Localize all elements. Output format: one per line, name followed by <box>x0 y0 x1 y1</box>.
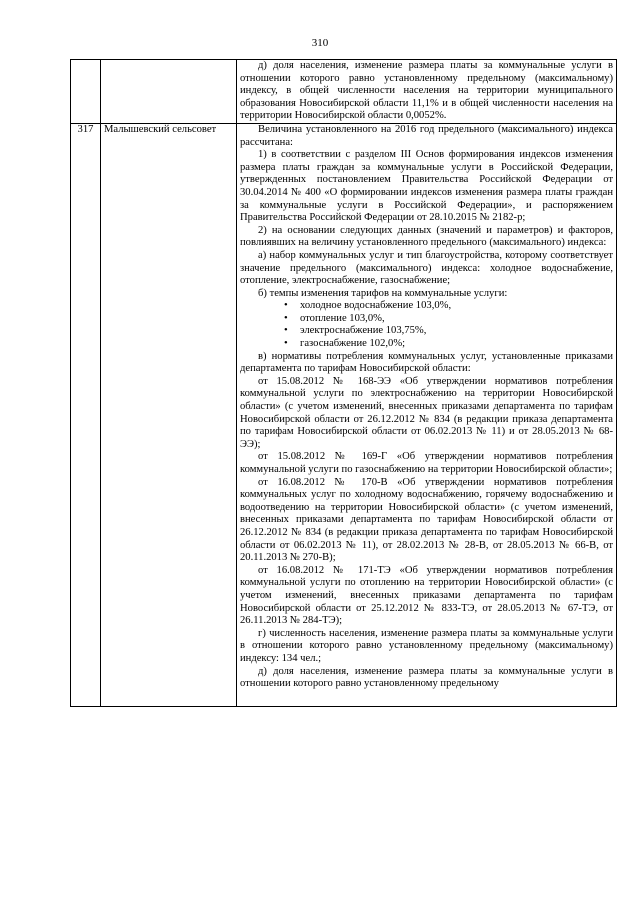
bullet-icon: • <box>284 312 288 324</box>
paragraph-order-170: от 16.08.2012 № 170-В «Об утверждении нормативов потребления коммунальных услуг по холодному водоснабжению, горячему водоснабжению и водоотведению на территории Новосибирской области» (с учетом изменений, внесенных приказами департамента по тарифам Новосибирской области от 26.12.2012 № 834 (в редакции приказа департамента по тарифам Новосибирской области от 06.02.2013 № 11), от 28.02.2013 № 28-В, от 28.05.2013 № 66-В, от 20.11.2013 № 270-В); <box>240 476 613 564</box>
bullet-icon: • <box>284 338 288 350</box>
table-row <box>71 123 617 706</box>
index-table <box>70 59 617 707</box>
paragraph-share: д) доля населения, изменение размера платы за коммунальные услуги в отношении которого равно установленному предельному (максимальному) индексу, в общей численности населения на территории муниципального образования Новосибирской области 11,1% и в общей численности населения на территории Новосибирской области 0,0052%. <box>240 60 613 122</box>
paragraph-share: д) доля населения, изменение размера платы за коммунальные услуги в отношении которого равно установленному предельному <box>240 665 613 690</box>
paragraph-factors: 2) на основании следующих данных (значений и параметров) и факторов, повлиявших на величину установленного предельного (максимального) индекса: <box>240 224 613 249</box>
paragraph-order-171: от 16.08.2012 № 171-ТЭ «Об утверждении нормативов потребления коммунальной услуги по отоплению на территории Новосибирской области» (с учетом изменений, внесенных приказами департамента по тарифам Новосибирской области от 25.12.2012 № 833-ТЭ, от 28.05.2013 № 67-ТЭ, от 26.11.2013 № 284-ТЭ); <box>240 564 613 627</box>
bullet-icon: • <box>284 325 288 337</box>
description-cell <box>237 60 617 124</box>
municipality-cell: Малышевский сельсовет <box>101 123 237 706</box>
paragraph-intro: Величина установленного на 2016 год предельного (максимального) индекса рассчитана: <box>240 123 613 148</box>
list-item: • холодное водоснабжение 103,0%, <box>284 300 452 312</box>
paragraph-order-169: от 15.08.2012 № 169-Г «Об утверждении нормативов потребления коммунальной услуги по газоснабжению на территории Новосибирской области»; <box>240 451 613 475</box>
paragraph-basis: 1) в соответствии с разделом III Основ формирования индексов изменения размера платы граждан за коммунальные услуги в Российской Федерации, утвержденных постановлением Правительства Российской Федерации от 30.04.2014 № 400 «О формировании индексов изменения размера платы граждан за коммунальные услуги в Российской Федерации», и распоряжением Правительства Российской Федерации от 28.10.2015 № 2182-р; <box>240 149 613 224</box>
list-item: • электроснабжение 103,75%, <box>284 325 427 337</box>
description-cell <box>237 123 617 706</box>
list-item: • газоснабжение 102,0%; <box>284 338 406 350</box>
paragraph-order-168: от 15.08.2012 № 168-ЭЭ «Об утверждении нормативов потребления коммунальной услуги по электроснабжению на территории Новосибирской области» (с учетом изменений, внесенных приказами департамента по тарифам Новосибирской области от 26.12.2012 № 834 (в редакции приказа департамента по тарифам Новосибирской области от 06.02.2013 № 11) и от 28.05.2013 № 68-ЭЭ); <box>240 375 613 450</box>
paragraph-tariff-rates: б) темпы изменения тарифов на коммунальные услуги: <box>258 287 508 299</box>
paragraph-norms: в) нормативы потребления коммунальных услуг, установленные приказами департамента по тарифам Новосибирской области: <box>240 350 613 375</box>
paragraph-population: г) численность населения, изменение размера платы за коммунальные услуги в отношении которого равно установленному предельному (максимальному) индексу: 134 чел.; <box>240 627 613 664</box>
list-item: • отопление 103,0%, <box>284 312 385 324</box>
page-number: 310 <box>311 37 329 49</box>
municipality-cell <box>101 60 237 124</box>
tariff-list <box>240 300 613 350</box>
table-row <box>71 60 617 124</box>
paragraph-services: а) набор коммунальных услуг и тип благоустройства, которому соответствует значение предельного (максимального) индекса: холодное водоснабжение, отопление, электроснабжение, газоснабжение; <box>240 249 613 287</box>
bullet-icon: • <box>284 300 288 312</box>
row-number-cell: 317 <box>71 123 101 706</box>
row-number-cell <box>71 60 101 124</box>
